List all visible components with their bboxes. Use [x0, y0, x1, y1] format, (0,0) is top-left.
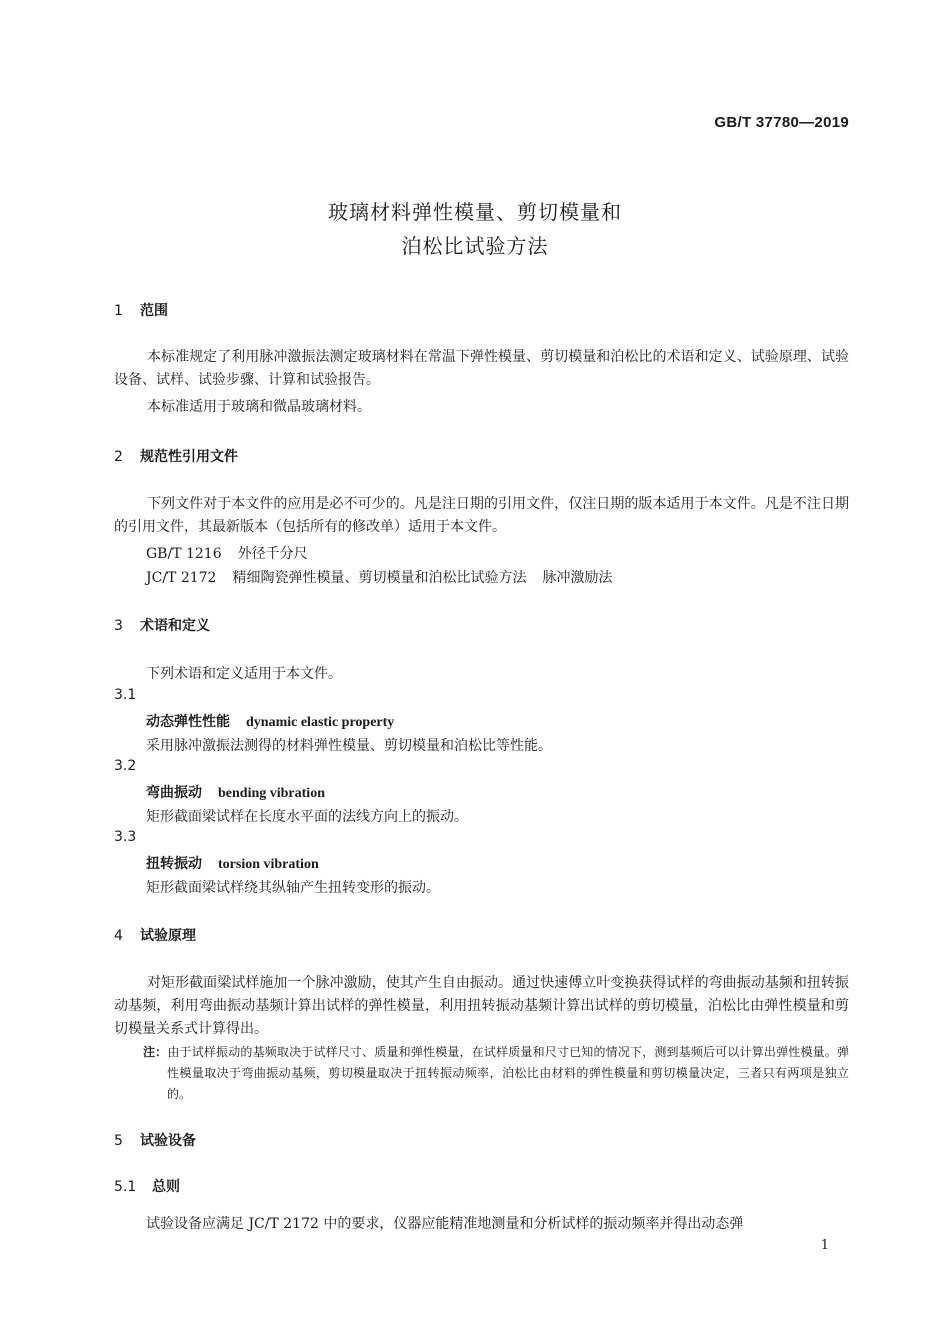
reference-title: 精细陶瓷弹性模量、剪切模量和泊松比试验方法 — [232, 570, 527, 586]
section-3-intro: 下列术语和定义适用于本文件。 — [146, 666, 342, 682]
reference-title: 外径千分尺 — [237, 546, 308, 562]
section-number: 3 — [114, 618, 123, 634]
section-1-paragraph-1: 本标准规定了利用脉冲激振法测定玻璃材料在常温下弹性模量、剪切模量和泊松比的术语和定义、试验原理、试验设备、试样、试验步骤、计算和试验报告。 — [114, 349, 849, 388]
term-english: torsion vibration — [218, 857, 319, 872]
section-title: 试验原理 — [140, 928, 196, 944]
section-3-heading — [114, 615, 210, 635]
section-1-paragraph-2: 本标准适用于玻璃和微晶玻璃材料。 — [147, 399, 371, 415]
term-chinese: 动态弹性性能 — [146, 714, 230, 730]
term-english: dynamic elastic property — [246, 715, 395, 730]
reference-subtitle: 脉冲激励法 — [542, 570, 613, 586]
term-3-3-definition: 矩形截面梁试样绕其纵轴产生扭转变形的振动。 — [146, 880, 440, 896]
note-label: 注： — [143, 1045, 168, 1059]
term-number-3-3: 3.3 — [114, 829, 137, 845]
section-number: 1 — [114, 303, 123, 319]
normative-reference-2 — [146, 567, 612, 587]
reference-code: JC/T 2172 — [146, 570, 217, 586]
section-title: 范围 — [140, 303, 168, 319]
subsection-5-1-paragraph: 试验设备应满足 JC/T 2172 中的要求，仪器应能精准地测量和分析试样的振动频率并得出动态弹 — [146, 1216, 744, 1232]
section-number: 2 — [114, 449, 123, 465]
section-4-note — [143, 1042, 849, 1105]
section-title: 试验设备 — [140, 1133, 196, 1149]
term-chinese: 弯曲振动 — [146, 785, 202, 801]
page-number: 1 — [820, 1238, 829, 1253]
term-number-3-2: 3.2 — [114, 758, 137, 774]
section-number: 4 — [114, 928, 123, 944]
note-text: 由于试样振动的基频取决于试样尺寸、质量和弹性模量，在试样质量和尺寸已知的情况下，测到基频后可以计算出弹性模量。弹性模量取决于弯曲振动基频，剪切模量取决于扭转振动频率，泊松比由材料的弹性模量和剪切模量决定，三者只有两项是独立的。 — [167, 1045, 849, 1101]
term-english: bending vibration — [218, 786, 325, 801]
term-number-3-1: 3.1 — [114, 687, 137, 703]
term-3-2-definition: 矩形截面梁试样在长度水平面的法线方向上的振动。 — [146, 809, 468, 825]
reference-code: GB/T 1216 — [146, 546, 222, 562]
section-5-heading — [114, 1130, 196, 1150]
section-2-heading — [114, 446, 238, 466]
standard-number: GB/T 37780—2019 — [714, 114, 849, 131]
term-chinese: 扭转振动 — [146, 856, 202, 872]
term-3-2 — [146, 782, 325, 802]
section-title: 规范性引用文件 — [140, 449, 238, 465]
subsection-number: 5.1 — [114, 1179, 137, 1195]
section-number: 5 — [114, 1133, 123, 1149]
normative-reference-1 — [146, 543, 308, 563]
section-4-heading — [114, 925, 196, 945]
section-2-paragraph-1: 下列文件对于本文件的应用是必不可少的。凡是注日期的引用文件，仅注日期的版本适用于本文件。凡是不注日期的引用文件，其最新版本（包括所有的修改单）适用于本文件。 — [114, 496, 849, 535]
section-1-heading — [114, 300, 168, 320]
section-4-paragraph-1: 对矩形截面梁试样施加一个脉冲激励，使其产生自由振动。通过快速傅立叶变换获得试样的弯曲振动基频和扭转振动基频，利用弯曲振动基频计算出试样的弹性模量，利用扭转振动基频计算出试样的剪切模量，泊松比由弹性模量和剪切模量关系式计算得出。 — [114, 975, 849, 1037]
term-3-1-definition: 采用脉冲激振法测得的材料弹性模量、剪切模量和泊松比等性能。 — [146, 738, 552, 754]
section-title: 术语和定义 — [140, 618, 210, 634]
term-3-1 — [146, 711, 394, 731]
document-title-line-2: 泊松比试验方法 — [401, 234, 549, 258]
subsection-5-1-heading — [114, 1176, 180, 1196]
term-3-3 — [146, 853, 319, 873]
subsection-title: 总则 — [152, 1179, 180, 1195]
document-title-line-1: 玻璃材料弹性模量、剪切模量和 — [328, 200, 622, 224]
